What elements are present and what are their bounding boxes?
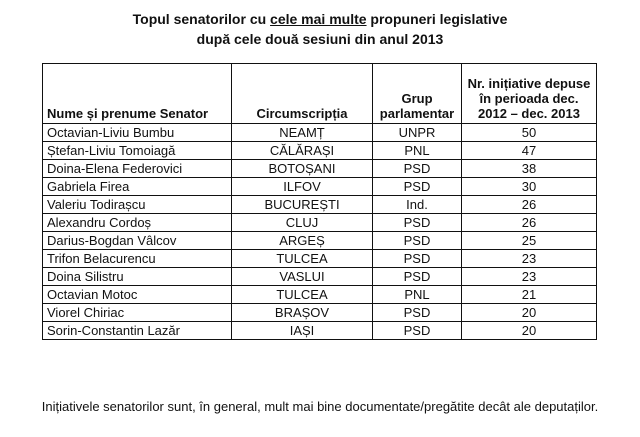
- grup-cell: PSD: [373, 322, 462, 340]
- table-row: [43, 196, 597, 214]
- nr-initiative-cell: 20: [462, 304, 597, 322]
- circumscriptia-cell: TULCEA: [232, 250, 373, 268]
- senator-name: Darius-Bogdan Vâlcov: [43, 232, 232, 250]
- circumscriptia-cell: ARGEȘ: [232, 232, 373, 250]
- nr-initiative-cell: 30: [462, 178, 597, 196]
- title-line-1: [0, 9, 640, 29]
- circumscriptia-cell: ILFOV: [232, 178, 373, 196]
- nr-initiative-cell: 47: [462, 142, 597, 160]
- circumscriptia-cell: BOTOȘANI: [232, 160, 373, 178]
- grup-cell: PNL: [373, 286, 462, 304]
- senator-name: Trifon Belacurencu: [43, 250, 232, 268]
- nr-initiative-cell: 25: [462, 232, 597, 250]
- senator-name: Doina Silistru: [43, 268, 232, 286]
- senator-name: Octavian Motoc: [43, 286, 232, 304]
- circumscriptia-cell: BRAȘOV: [232, 304, 373, 322]
- grup-cell: PSD: [373, 250, 462, 268]
- grup-cell: PNL: [373, 142, 462, 160]
- nr-initiative-cell: 38: [462, 160, 597, 178]
- table-row: [43, 268, 597, 286]
- title-emphasis: cele mai multe: [270, 11, 367, 27]
- senator-name: Doina-Elena Federovici: [43, 160, 232, 178]
- nr-initiative-cell: 50: [462, 124, 597, 142]
- title-line-2: după cele două sesiuni din anul 2013: [196, 31, 444, 47]
- nr-initiative-cell: 21: [462, 286, 597, 304]
- senators-table: [42, 63, 597, 340]
- table-row: [43, 250, 597, 268]
- senator-name: Ștefan-Liviu Tomoiagă: [43, 142, 232, 160]
- table-body: [43, 124, 597, 340]
- nr-initiative-cell: 26: [462, 214, 597, 232]
- title-line-1-start: Topul senatorilor cu: [132, 11, 271, 27]
- grup-cell: UNPR: [373, 124, 462, 142]
- header-grup: Grup parlamentar: [373, 64, 462, 124]
- grup-cell: PSD: [373, 232, 462, 250]
- table-row: [43, 178, 597, 196]
- table-row: [43, 214, 597, 232]
- table-row: [43, 322, 597, 340]
- senator-name: Alexandru Cordoș: [43, 214, 232, 232]
- table-row: [43, 160, 597, 178]
- table-header-row: [43, 64, 597, 124]
- nr-initiative-cell: 23: [462, 268, 597, 286]
- senator-name: Valeriu Todirașcu: [43, 196, 232, 214]
- nr-initiative-cell: 26: [462, 196, 597, 214]
- circumscriptia-cell: CLUJ: [232, 214, 373, 232]
- grup-cell: PSD: [373, 214, 462, 232]
- table-row: [43, 232, 597, 250]
- senator-name: Gabriela Firea: [43, 178, 232, 196]
- senator-name: Sorin-Constantin Lazăr: [43, 322, 232, 340]
- page-title: [0, 9, 640, 49]
- circumscriptia-cell: BUCUREȘTI: [232, 196, 373, 214]
- table-row: [43, 286, 597, 304]
- circumscriptia-cell: VASLUI: [232, 268, 373, 286]
- table-row: [43, 124, 597, 142]
- senator-name: Viorel Chiriac: [43, 304, 232, 322]
- grup-cell: PSD: [373, 304, 462, 322]
- circumscriptia-cell: TULCEA: [232, 286, 373, 304]
- footer-note: Inițiativele senatorilor sunt, în general, mult mai bine documentate/pregătite decât ale deputaților.: [41, 399, 599, 414]
- circumscriptia-cell: IAȘI: [232, 322, 373, 340]
- nr-initiative-cell: 20: [462, 322, 597, 340]
- grup-cell: PSD: [373, 268, 462, 286]
- senator-name: Octavian-Liviu Bumbu: [43, 124, 232, 142]
- grup-cell: PSD: [373, 178, 462, 196]
- grup-cell: PSD: [373, 160, 462, 178]
- header-nr-initiative: Nr. inițiative depuse în perioada dec. 2012 – dec. 2013: [462, 64, 597, 124]
- circumscriptia-cell: NEAMȚ: [232, 124, 373, 142]
- header-name: Nume și prenume Senator: [43, 64, 232, 124]
- circumscriptia-cell: CĂLĂRAȘI: [232, 142, 373, 160]
- table-row: [43, 142, 597, 160]
- nr-initiative-cell: 23: [462, 250, 597, 268]
- title-line-1-end: propuneri legislative: [366, 11, 508, 27]
- header-circumscriptia: Circumscripția: [232, 64, 373, 124]
- grup-cell: Ind.: [373, 196, 462, 214]
- table-row: [43, 304, 597, 322]
